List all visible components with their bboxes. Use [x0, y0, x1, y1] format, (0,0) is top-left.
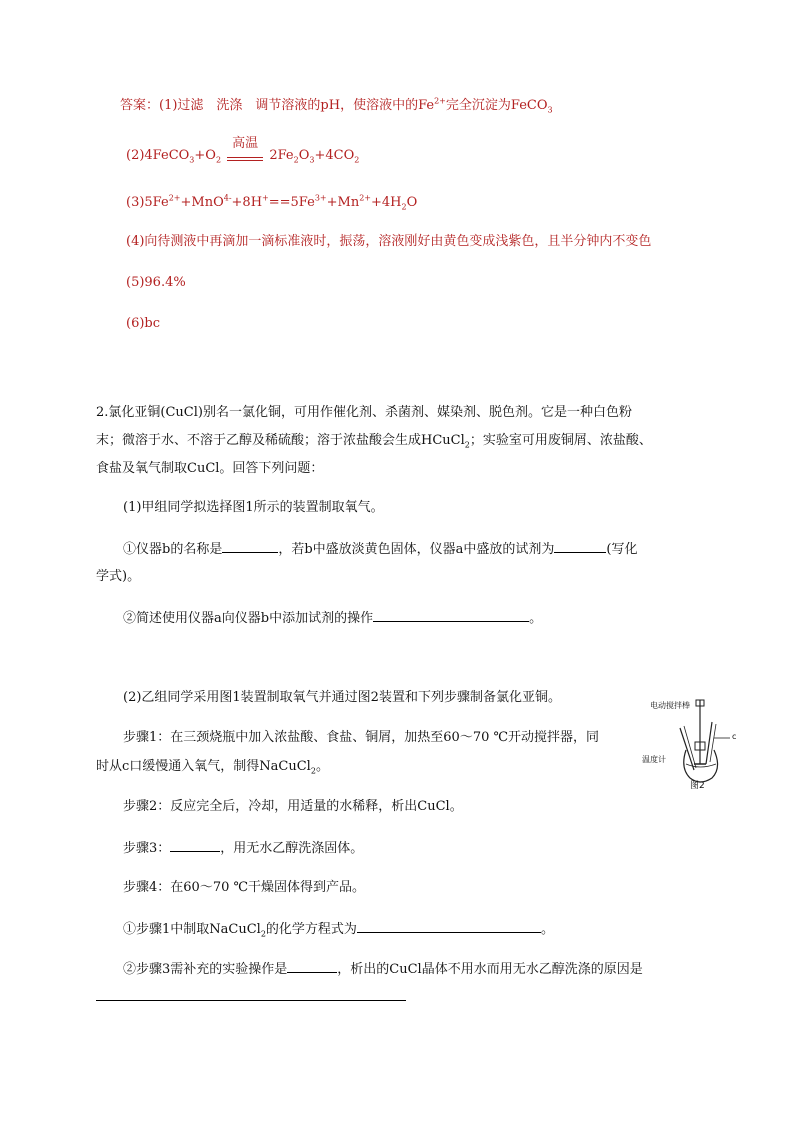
answer-line-3: $(3)5Fe^{2+}+MnO^{4-}+8H^+==5Fe^{3+}+Mn^{2+}+4H_2O$ — [126, 193, 418, 212]
figure-caption: 图2 — [690, 781, 705, 791]
answer-blank[interactable] — [222, 540, 278, 553]
port-c-label: c — [732, 732, 737, 741]
q2-part1-heading: (1)甲组同学拟选择图1所示的装置制取氧气。 — [123, 500, 384, 515]
answer-line-6: (6)bc — [126, 316, 161, 331]
step3: 步骤3： ，用无水乙醇洗涤固体。 — [123, 841, 364, 856]
answer-blank[interactable] — [554, 540, 606, 553]
answer-line-5: (5)96.4% — [126, 275, 186, 290]
answer-blank[interactable] — [170, 839, 220, 852]
figure-2-apparatus — [640, 698, 740, 790]
apparatus-diagram — [640, 698, 740, 790]
answer-blank[interactable] — [357, 920, 541, 933]
q2-intro-line-2: 末；微溶于水、不溶于乙醇及稀硫酸；溶于浓盐酸会生成HCuCl$_2$；实验室可用废铜屑、浓盐酸、 — [96, 433, 652, 450]
q2-part2-heading: (2)乙组同学采用图1装置制取氧气并通过图2装置和下列步骤制备氯化亚铜。 — [123, 690, 561, 705]
answer-blank[interactable] — [287, 960, 337, 973]
answer-blank-line[interactable] — [96, 1000, 406, 1001]
reaction-condition: 高温 — [225, 148, 265, 164]
stirrer-label: 电动搅拌棒 — [650, 701, 690, 710]
step2: 步骤2：反应完全后，冷却，用适量的水稀释，析出CuCl。 — [123, 799, 463, 814]
step1-line-2: 时从c口缓慢通入氧气，制得NaCuCl$_2$。 — [96, 759, 329, 776]
step1-line-1: 步骤1：在三颈烧瓶中加入浓盐酸、食盐、铜屑，加热至60～70 ℃开动搅拌器，同 — [123, 730, 600, 745]
answer-line-1: 答案：(1)过滤 洗涤 调节溶液的pH，使溶液中的$Fe^{2+}$完全沉淀为FeCO$_3$ — [120, 96, 553, 115]
answer-line-2: $(2)4FeCO_3+O_2$ 高温 $2Fe_2O_3+4CO_2$ — [126, 136, 360, 165]
answer-blank[interactable] — [373, 609, 529, 622]
q2-part1-q1: ①仪器b的名称是 ，若b中盛放淡黄色固体，仪器a中盛放的试剂为 (写化 — [123, 542, 638, 557]
q2-intro-line-3: 食盐及氧气制取CuCl。回答下列问题： — [96, 461, 324, 476]
q2-intro-line-1: 2.氯化亚铜(CuCl)别名一氯化铜，可用作催化剂、杀菌剂、媒染剂、脱色剂。它是一种白色粉 — [96, 405, 632, 420]
q2-part1-q1-cont: 学式)。 — [96, 569, 141, 584]
q2-part1-q2: ②简述使用仪器a向仪器b中添加试剂的操作 。 — [123, 611, 543, 626]
question-b: ②步骤3需补充的实验操作是 ，析出的CuCl晶体不用水而用无水乙醇洗涤的原因是 — [123, 962, 643, 977]
answer-line-4: (4)向待测液中再滴加一滴标准液时，振荡，溶液刚好由黄色变成浅紫色，且半分钟内不变色 — [126, 234, 652, 249]
question-a: ①步骤1中制取NaCuCl$_2$的化学方程式为 。 — [123, 922, 554, 939]
step4: 步骤4：在60～70 ℃干燥固体得到产品。 — [123, 880, 366, 895]
thermometer-label: 温度计 — [642, 755, 666, 764]
